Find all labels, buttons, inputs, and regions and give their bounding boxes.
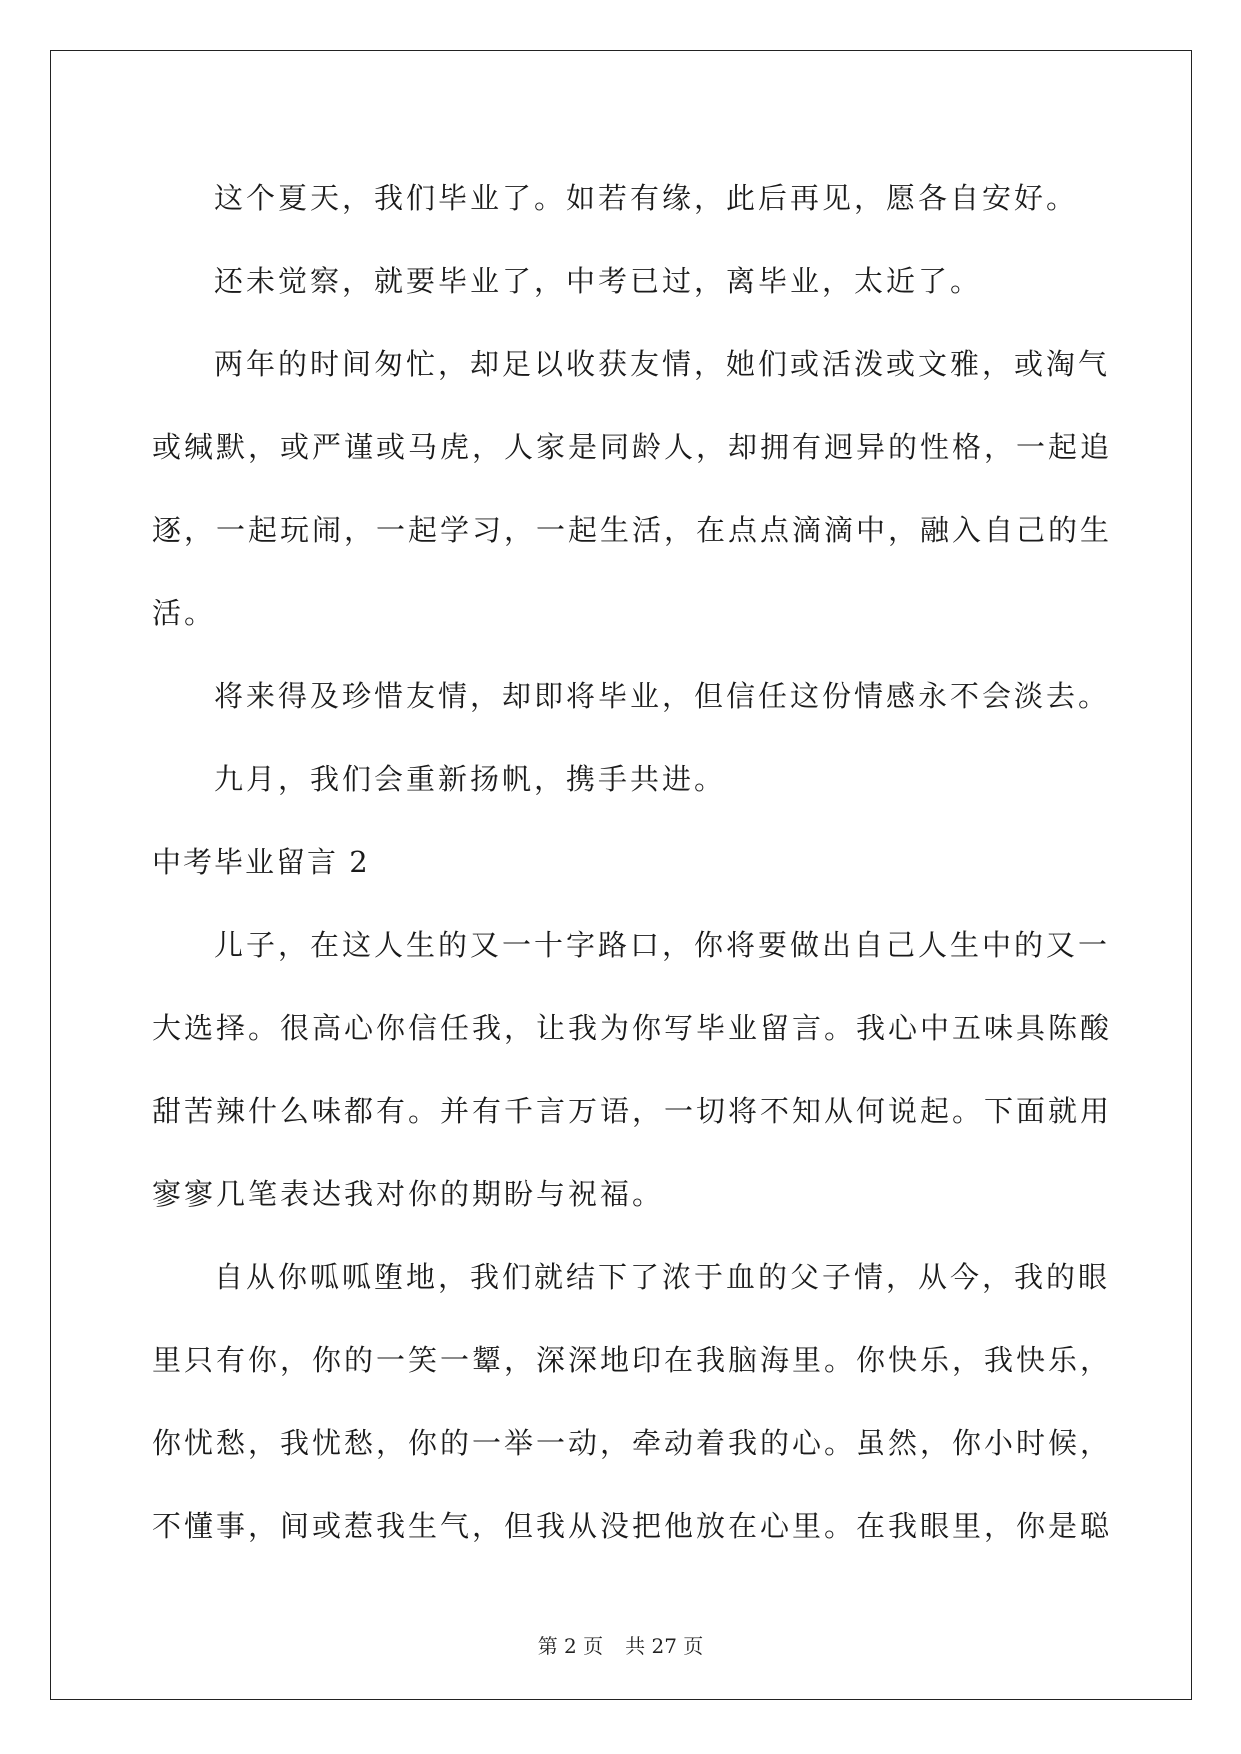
text-line: 里只有你，你的一笑一颦，深深地印在我脑海里。你快乐，我快乐， [152,1343,1113,1377]
document-body [152,157,1113,1568]
text-line: 大选择。很高心你信任我，让我为你写毕业留言。我心中五味具陈酸 [152,1011,1113,1045]
text-line: 或缄默，或严谨或马虎，人家是同龄人，却拥有迥异的性格，一起追 [152,430,1113,464]
text-line: 将来得及珍惜友情，却即将毕业，但信任这份情感永不会淡去。 [214,679,1111,713]
page-number: 第 2 页 [537,1634,604,1658]
text-line: 儿子，在这人生的又一十字路口，你将要做出自己人生中的又一 [214,928,1111,962]
total-pages: 共 27 页 [625,1634,704,1658]
page-footer [0,1630,1241,1659]
text-line: 活。 [152,596,217,630]
section-heading: 中考毕业留言 2 [152,845,370,879]
text-line: 不懂事，间或惹我生气，但我从没把他放在心里。在我眼里，你是聪 [152,1509,1113,1543]
text-line: 还未觉察，就要毕业了，中考已过，离毕业，太近了。 [214,264,983,298]
text-line: 寥寥几笔表达我对你的期盼与祝福。 [152,1177,665,1211]
text-line: 这个夏天，我们毕业了。如若有缘，此后再见，愿各自安好。 [214,181,1079,215]
text-line: 逐，一起玩闹，一起学习，一起生活，在点点滴滴中，融入自己的生 [152,513,1113,547]
text-line: 你忧愁，我忧愁，你的一举一动，牵动着我的心。虽然，你小时候， [152,1426,1113,1460]
text-line: 甜苦辣什么味都有。并有千言万语，一切将不知从何说起。下面就用 [152,1094,1113,1128]
text-line: 自从你呱呱堕地，我们就结下了浓于血的父子情，从今，我的眼 [214,1260,1111,1294]
text-line: 两年的时间匆忙，却足以收获友情，她们或活泼或文雅，或淘气 [214,347,1111,381]
text-line: 九月，我们会重新扬帆，携手共进。 [214,762,727,796]
